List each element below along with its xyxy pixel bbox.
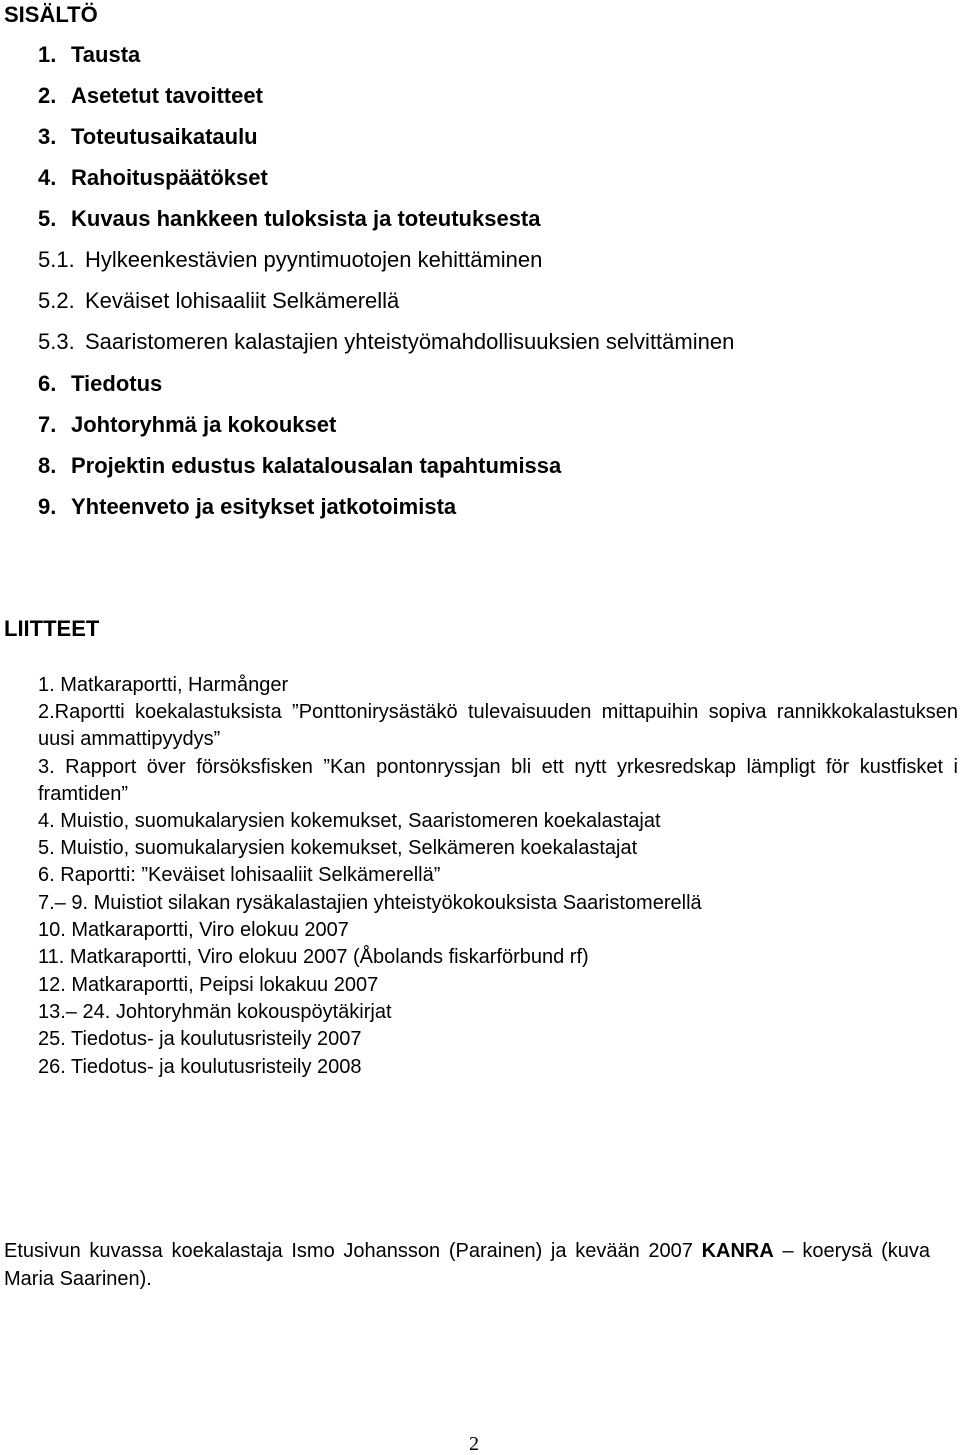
caption-text: Etusivun kuvassa koekalastaja Ismo Johansson (Parainen) ja kevään 2007: [4, 1240, 693, 1262]
toc-item-title: Keväiset lohisaaliit Selkämerellä: [85, 288, 400, 313]
toc-item: [38, 85, 263, 107]
toc-item-title: Hylkeenkestävien pyyntimuotojen kehittäminen: [85, 247, 543, 272]
toc-item: [38, 373, 162, 395]
appendix-item: 25. Tiedotus- ja koulutusristeily 2007: [38, 1028, 362, 1050]
appendix-item: 5. Muistio, suomukalarysien kokemukset, Selkämeren koekalastajat: [38, 837, 638, 859]
toc-item-title: Asetetut tavoitteet: [71, 83, 263, 108]
appendix-item: 2.Raportti koekalastuksista ”Ponttonirysästäkö tulevaisuuden mittapuihin sopiva rannikkokalastuksen uusi ammattipyydys”: [38, 701, 958, 750]
toc-item: [38, 44, 140, 66]
appendix-item: 1. Matkaraportti, Harmånger: [38, 674, 289, 696]
toc-item-number: 8.: [38, 453, 57, 478]
toc-subitem: [38, 331, 734, 353]
toc-item: [38, 126, 258, 148]
toc-item-number: 3.: [38, 124, 57, 149]
toc-item: [38, 496, 456, 518]
toc-item-number: 1.: [38, 42, 57, 67]
toc-item-title: Tiedotus: [71, 371, 163, 396]
toc-subitem: [38, 249, 542, 271]
appendix-item: 4. Muistio, suomukalarysien kokemukset, Saaristomeren koekalastajat: [38, 810, 661, 832]
toc-item: [38, 414, 336, 436]
appendix-item: 11. Matkaraportti, Viro elokuu 2007 (Åbolands fiskarförbund rf): [38, 946, 589, 968]
toc-item-number: 2.: [38, 83, 57, 108]
toc-item-number: 5.: [38, 206, 57, 231]
toc-heading: SISÄLTÖ: [4, 2, 98, 27]
toc-item-title: Projektin edustus kalatalousalan tapahtumissa: [71, 453, 562, 478]
toc-item: [38, 167, 268, 189]
appendix-item: 7.– 9. Muistiot silakan rysäkalastajien yhteistyökokouksista Saaristomerellä: [38, 892, 702, 914]
cover-photo-caption: [4, 1237, 930, 1293]
appendix-item: 3. Rapport över försöksfisken ”Kan pontonryssjan bli ett nytt yrkesredskap lämpligt för kustfisket i framtiden”: [38, 756, 958, 805]
toc-item-number: 7.: [38, 412, 57, 437]
appendix-item: 10. Matkaraportti, Viro elokuu 2007: [38, 919, 349, 941]
appendix-item: 13.– 24. Johtoryhmän kokouspöytäkirjat: [38, 1001, 392, 1023]
appendix-item: 6. Raportti: ”Keväiset lohisaaliit Selkämerellä”: [38, 864, 441, 886]
toc-subitem: [38, 290, 399, 312]
toc-item: [38, 208, 541, 230]
caption-emphasis: KANRA: [701, 1240, 774, 1262]
toc-item-number: 5.2.: [38, 288, 75, 313]
toc-item-title: Johtoryhmä ja kokoukset: [71, 412, 337, 437]
toc-item: [38, 455, 561, 477]
page-number: 2: [469, 1433, 479, 1455]
toc-item-number: 5.1.: [38, 247, 75, 272]
toc-item-number: 6.: [38, 371, 57, 396]
toc-item-title: Tausta: [71, 42, 141, 67]
toc-item-number: 4.: [38, 165, 57, 190]
toc-item-title: Kuvaus hankkeen tuloksista ja toteutuksesta: [71, 206, 541, 231]
appendices-heading: LIITTEET: [4, 616, 100, 641]
appendix-item: 12. Matkaraportti, Peipsi lokakuu 2007: [38, 974, 379, 996]
toc-item-title: Saaristomeren kalastajien yhteistyömahdollisuuksien selvittäminen: [85, 329, 735, 354]
toc-item-number: 5.3.: [38, 329, 75, 354]
toc-item-number: 9.: [38, 494, 57, 519]
caption-text-end: – koerysä (kuva Maria Saarinen).: [4, 1240, 930, 1290]
toc-item-title: Rahoituspäätökset: [71, 165, 268, 190]
appendix-item: 26. Tiedotus- ja koulutusristeily 2008: [38, 1056, 362, 1078]
toc-item-title: Yhteenveto ja esitykset jatkotoimista: [71, 494, 457, 519]
toc-item-title: Toteutusaikataulu: [71, 124, 258, 149]
